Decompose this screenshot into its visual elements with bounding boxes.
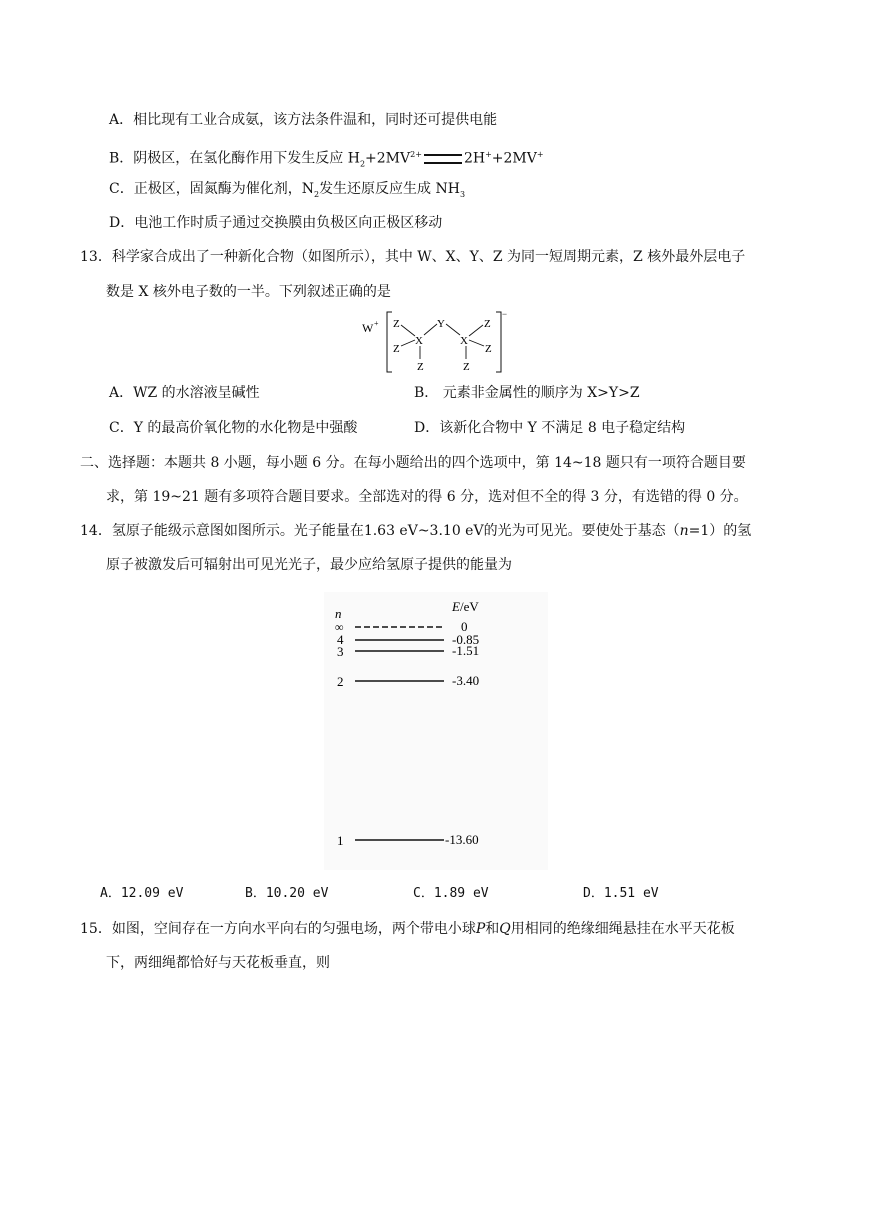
right-bracket-icon: [496, 312, 501, 372]
superscript: +: [536, 150, 544, 159]
q12-option-d: D．电池工作时质子通过交换膜由负极区向正极区移动: [109, 215, 443, 231]
q14-option-a: A．12.09 eV: [100, 886, 184, 901]
q14-stem-text: 14．氢原子能级示意图如图所示。光子能量在1.63 eV~3.10 eV的光为可见光。要使处于基态（: [80, 523, 680, 539]
structure-charge: −: [502, 309, 508, 319]
q13-option-d: D．该新化合物中 Y 不满足 8 电子稳定结构: [414, 420, 686, 436]
q12-option-c-text: 发生还原反应生成 NH: [319, 181, 460, 197]
left-bracket-icon: [387, 312, 392, 372]
q14-stem-line2: 原子被激发后可辐射出可见光光子，最少应给氢原子提供的能量为: [106, 557, 512, 573]
atom-z: Z: [484, 318, 491, 330]
q14-option-b: B．10.20 eV: [245, 886, 329, 901]
q13-stem-line1: 13．科学家合成出了一种新化合物（如图所示），其中 W、X、Y、Z 为同一短周期元素，Z 核外最外层电子: [80, 249, 746, 265]
q15-stem-line1: [80, 919, 735, 939]
q13-option-a: A．WZ 的水溶液呈碱性: [109, 385, 260, 401]
level-energy-3: -1.51: [452, 643, 480, 658]
subscript: 3: [459, 189, 466, 199]
level-energy-2: -3.40: [452, 673, 480, 688]
level-energy-1: -13.60: [445, 832, 479, 847]
subscript: 2: [313, 189, 320, 199]
q12-option-c-text: C．正极区，固氮酶为催化剂，N: [109, 181, 314, 197]
q14-stem-text: =1）的氢: [688, 523, 752, 539]
subscript: 2: [359, 159, 366, 169]
q13-option-c: C．Y 的最高价氧化物的水化物是中强酸: [109, 420, 358, 436]
section2-line2: 求，第 19~21 题有多项符合题目要求。全部选对的得 6 分，选对但不全的得 3 分，有选错的得 0 分。: [106, 489, 748, 505]
q12-option-b-text: B．阴极区，在氢化酶作用下发生反应 H: [109, 150, 360, 167]
superscript: 2+: [410, 150, 422, 159]
structure-w: W: [362, 321, 374, 335]
atom-z: Z: [393, 318, 400, 330]
atom-x: X: [460, 335, 468, 347]
level-n-infinity: ∞: [335, 620, 344, 634]
n-axis-label: n: [335, 606, 342, 621]
energy-axis-label-e: E: [452, 599, 460, 614]
superscript: +: [485, 150, 492, 159]
level-energy-4: -0.85: [452, 632, 480, 647]
atom-z: Z: [463, 361, 470, 373]
level-n-4: 4: [337, 632, 344, 647]
level-n-1: 1: [337, 833, 344, 848]
q14-option-d: D．1.51 eV: [583, 886, 659, 901]
energy-axis-label-unit: /eV: [459, 599, 479, 614]
energy-level-diagram: [324, 592, 548, 870]
q13-stem-line2: 数是 X 核外电子数的一半。下列叙述正确的是: [106, 284, 391, 300]
q12-option-b: [109, 145, 544, 174]
q14-n-symbol: n: [679, 523, 689, 539]
q15-p-symbol: P: [475, 921, 486, 937]
structure-w-charge: +: [374, 319, 379, 328]
level-energy-infinity: 0: [461, 619, 468, 634]
q12-option-b-text: 2H: [463, 150, 486, 167]
q13-structure-diagram: [360, 308, 510, 378]
q15-q-symbol: Q: [499, 921, 511, 937]
section2-line1: 二、选择题：本题共 8 小题，每小题 6 分。在每小题给出的四个选项中，第 14~18 题只有一项符合题目要: [80, 455, 746, 471]
q14-stem-line1: [80, 521, 751, 541]
atom-z: Z: [393, 343, 400, 355]
atom-y: Y: [437, 318, 445, 330]
q15-stem-text: 和: [485, 921, 500, 937]
q15-stem-line2: 下，两细绳都恰好与天花板垂直，则: [106, 955, 330, 971]
equals-sign-icon: [424, 154, 462, 164]
q12-option-b-text: +2MV: [491, 150, 537, 167]
energy-axis-label: [451, 599, 479, 614]
q15-stem-text: 用相同的绝缘细绳悬挂在水平天花板: [510, 921, 735, 937]
q12-option-c: [109, 179, 465, 205]
level-n-3: 3: [337, 644, 344, 659]
q12-option-b-text: +2MV: [365, 150, 411, 167]
q13-option-b: B． 元素非金属性的顺序为 X>Y>Z: [414, 385, 640, 401]
q12-option-a: A．相比现有工业合成氨，该方法条件温和，同时还可提供电能: [109, 112, 498, 128]
atom-x: X: [415, 335, 423, 347]
atom-z: Z: [485, 343, 492, 355]
level-n-2: 2: [337, 674, 344, 689]
atom-z: Z: [417, 361, 424, 373]
q15-stem-text: 15．如图，空间存在一方向水平向右的匀强电场，两个带电小球: [80, 921, 476, 937]
q14-option-c: C．1.89 eV: [413, 886, 489, 901]
